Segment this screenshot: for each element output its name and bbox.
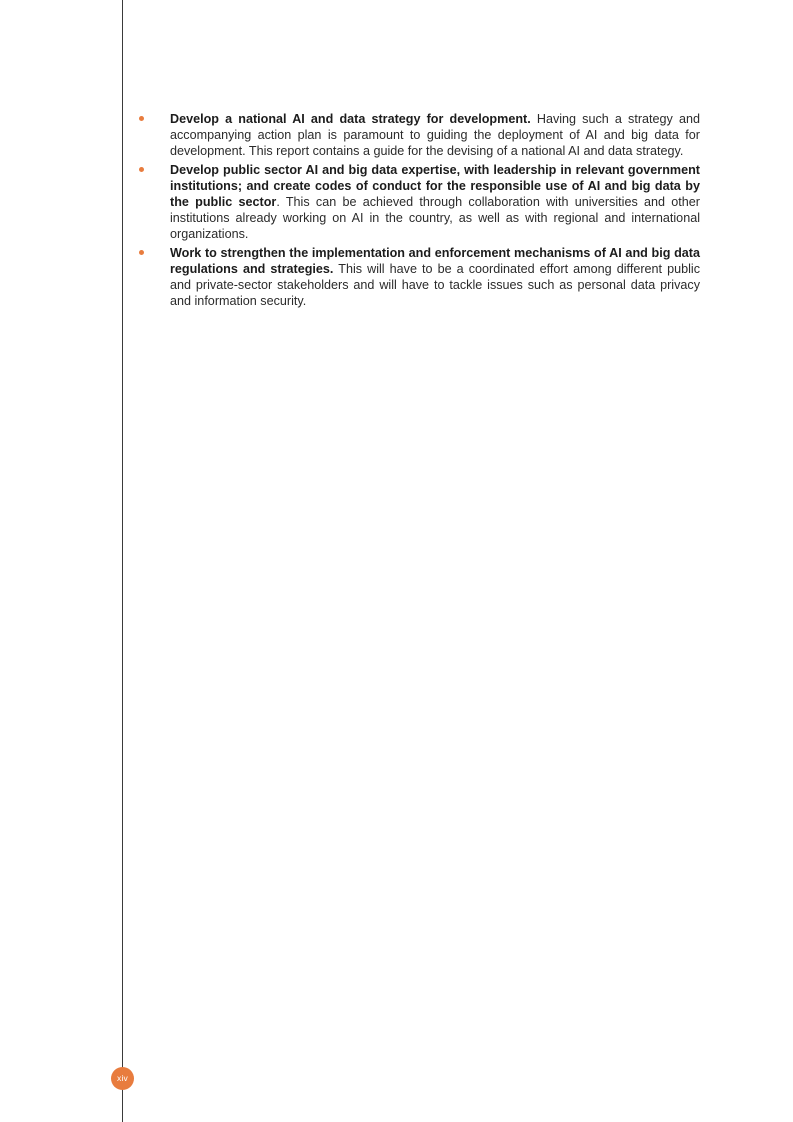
bullet-icon	[139, 250, 144, 255]
recommendation-body: . This can be achieved through collaboration with universities and other institutions already working on AI in the country, as well as with regional and international organizations.	[170, 195, 700, 241]
page-margin-rule	[122, 0, 123, 1122]
list-item	[137, 111, 700, 159]
recommendation-lead: Work to strengthen the implementation and enforcement mechanisms of AI and big data regulations and strategies.	[170, 246, 700, 276]
list-item	[137, 162, 700, 242]
recommendation-lead: Develop public sector AI and big data expertise, with leadership in relevant government institutions; and create codes of conduct for the responsible use of AI and big data by the public sector	[170, 163, 700, 209]
recommendations-list	[137, 111, 700, 312]
recommendation-body: This will have to be a coordinated effort among different public and private-sector stakeholders and will have to tackle issues such as personal data privacy and information security.	[170, 262, 701, 308]
recommendation-lead: Develop a national AI and data strategy for development.	[170, 112, 531, 126]
recommendation-body: Having such a strategy and accompanying action plan is paramount to guiding the deployment of AI and big data for development. This report contains a guide for the devising of a national AI and data strategy.	[170, 112, 700, 158]
bullet-icon	[139, 116, 144, 121]
list-item	[137, 245, 700, 309]
bullet-icon	[139, 167, 144, 172]
page-number-badge: xiv	[111, 1067, 134, 1090]
